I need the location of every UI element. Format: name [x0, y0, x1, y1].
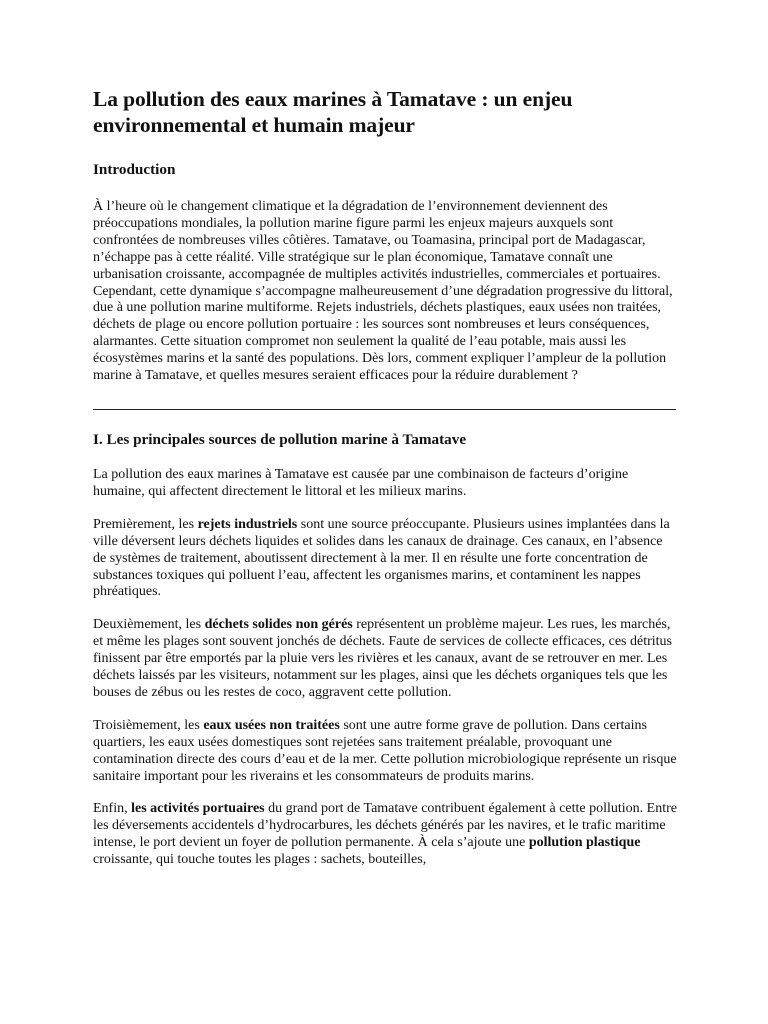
paragraph-text: Deuxièmement, les — [93, 617, 205, 633]
emphasis-rejets-industriels: rejets industriels — [197, 516, 298, 532]
section-1-paragraph-1: La pollution des eaux marines à Tamatave est causée par une combinaison de facteurs d’origine humaine, qui affectent directement le littoral et les milieux marins. — [93, 466, 629, 499]
section-1-paragraph-3 — [93, 617, 677, 702]
emphasis-eaux-usees: eaux usées non traitées — [203, 717, 340, 733]
paragraph-text: sont une autre forme grave de pollution. Dans certains quartiers, les eaux usées domestiques sont rejetées sans traitement préalable, provoquant une contamination directe des cours d’eau et de la mer. Cette pollution microbiologique représente un risque sanitaire important pour les riverains et les consommateurs de produits marins. — [93, 717, 677, 784]
intro-paragraph: À l’heure où le changement climatique et la dégradation de l’environnement deviennent des préoccupations mondiales, la pollution marine figure parmi les enjeux majeurs auxquels sont confrontées de nombreuses villes côtières. Tamatave, ou Toamasina, principal port de Madagascar, n’échappe pas à cette réalité. Ville stratégique sur le plan économique, Tamatave connaît une urbanisation croissante, accompagnée de multiples activités industrielles, commerciales et portuaires. Cependant, cette dynamique s’accompagne malheureusement d’une dégradation progressive du littoral, due à une pollution marine multiforme. Rejets industriels, déchets plastiques, eaux usées non traitées, déchets de plage ou encore pollution portuaire : les sources sont nombreuses et leurs conséquences, alarmantes. Cette situation compromet non seulement la qualité de l’eau potable, mais aussi les écosystèmes marins et la santé des populations. Dès lors, comment expliquer l’ampleur de la pollution marine à Tamatave, et quelles mesures seraient efficaces pour la réduire durablement ? — [93, 199, 673, 384]
emphasis-activites-portuaires: les activités portuaires — [131, 801, 265, 817]
section-1-heading: I. Les principales sources de pollution marine à Tamatave — [93, 430, 467, 448]
paragraph-text: croissante, qui touche toutes les plages : sachets, bouteilles, — [93, 852, 427, 868]
emphasis-pollution-plastique: pollution plastique — [528, 835, 641, 851]
section-1-paragraph-5 — [93, 801, 677, 869]
document-title: La pollution des eaux marines à Tamatave : un enjeu environnemental et humain majeur — [93, 87, 573, 137]
paragraph-text: du grand port de Tamatave contribuent également à cette pollution. Entre les déversements accidentels d’hydrocarbures, les déchets générés par les navires, et le trafic maritime intense, le port devient un foyer de pollution permanente. À cela s’ajoute une — [93, 801, 678, 851]
document-page — [93, 86, 677, 869]
intro-heading: Introduction — [93, 161, 176, 178]
section-divider — [93, 409, 676, 410]
paragraph-text: Enfin, — [93, 801, 132, 817]
paragraph-text: représentent un problème majeur. Les rues, les marchés, et même les plages sont souvent jonchés de déchets. Faute de services de collecte efficaces, ces détritus finissent par être emportés par la pluie vers les rivières et les canaux, avant de se retrouver en mer. Les déchets laissés par les visiteurs, notamment sur les plages, ainsi que les déchets organiques tels que les bouses de zébus ou les restes de coco, aggravent cette pollution. — [93, 617, 672, 700]
paragraph-text: Troisièmement, les — [93, 717, 204, 733]
paragraph-text: Premièrement, les — [93, 516, 198, 532]
paragraph-text: sont une source préoccupante. Plusieurs usines implantées dans la ville déversent leurs déchets liquides et solides dans les canaux de drainage. Ces canaux, en l’absence de systèmes de traitement, aboutissent directement à la mer. Il en résulte une forte concentration de substances toxiques qui polluent l’eau, affectent les organismes marins, et contaminent les nappes phréatiques. — [93, 516, 670, 600]
emphasis-dechets-solides: déchets solides non gérés — [204, 617, 353, 633]
section-1-paragraph-2 — [93, 517, 677, 602]
section-1-paragraph-4 — [93, 718, 677, 786]
